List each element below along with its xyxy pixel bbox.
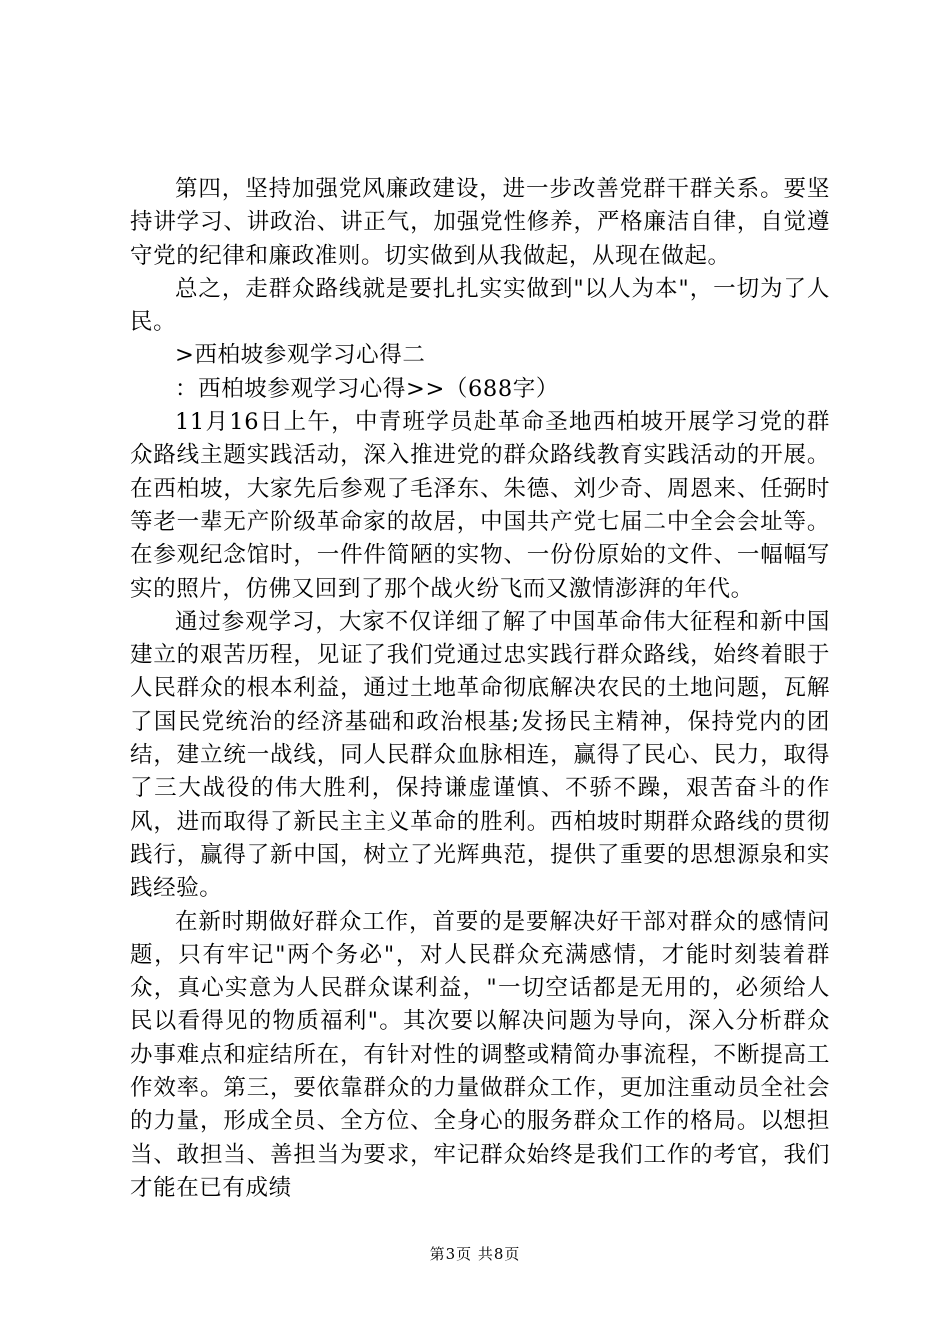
paragraph-visit: 11月16日上午，中青班学员赴革命圣地西柏坡开展学习党的群众路线主题实践活动，深入推进党的群众路线教育实践活动的开展。在西柏坡，大家先后参观了毛泽东、朱德、刘少奇、周恩来、任弼时等老一辈无产阶级革命家的故居，中国共产党七届二中全会会址等。在参观纪念馆时，一件件简陋的实物、一份份原始的文件、一幅幅写实的照片，仿佛又回到了那个战火纷飞而又激情澎湃的年代。 [130, 409, 830, 602]
paragraph-fourth-point: 第四，坚持加强党风廉政建设，进一步改善党群干群关系。要坚持讲学习、讲政治、讲正气，加强党性修养，严格廉洁自律，自觉遵守党的纪律和廉政准则。切实做到从我做起，从现在做起。 [130, 176, 830, 269]
paragraph-new-era: 在新时期做好群众工作，首要的是要解决好干部对群众的感情问题，只有牢记"两个务必"，对人民群众充满感情，才能时刻装着群众，真心实意为人民群众谋利益，"一切空话都是无用的，必须给人民以看得见的物质福利"。其次要以解决问题为导向，深入分析群众办事难点和症结所在，有针对性的调整或精简办事流程，不断提高工作效率。第三，要依靠群众的力量做群众工作，更加注重动员全社会的力量，形成全员、全方位、全身心的服务群众工作的格局。以想担当、敢担当、善担当为要求，牢记群众始终是我们工作的考官，我们才能在已有成绩 [130, 908, 830, 1201]
paragraph-summary: 总之，走群众路线就是要扎扎实实做到"以人为本"，一切为了人民。 [130, 275, 830, 336]
page-number: 第3页 共8页 [429, 1245, 521, 1263]
page-footer [0, 1244, 950, 1264]
section-heading: >西柏坡参观学习心得二 [175, 342, 426, 369]
section-subheading: ：西柏坡参观学习心得>>（688字） [175, 375, 559, 402]
paragraph-learning: 通过参观学习，大家不仅详细了解了中国革命伟大征程和新中国建立的艰苦历程，见证了我们党通过忠实践行群众路线，始终着眼于人民群众的根本利益，通过土地革命彻底解决农民的土地问题，瓦解了国民党统治的经济基础和政治根基;发扬民主精神，保持党内的团结，建立统一战线，同人民群众血脉相连，赢得了民心、民力，取得了三大战役的伟大胜利，保持谦虚谨慎、不骄不躁，艰苦奋斗的作风，进而取得了新民主主义革命的胜利。西柏坡时期群众路线的贯彻践行，赢得了新中国，树立了光辉典范，提供了重要的思想源泉和实践经验。 [130, 608, 830, 902]
document-body [130, 173, 830, 1205]
